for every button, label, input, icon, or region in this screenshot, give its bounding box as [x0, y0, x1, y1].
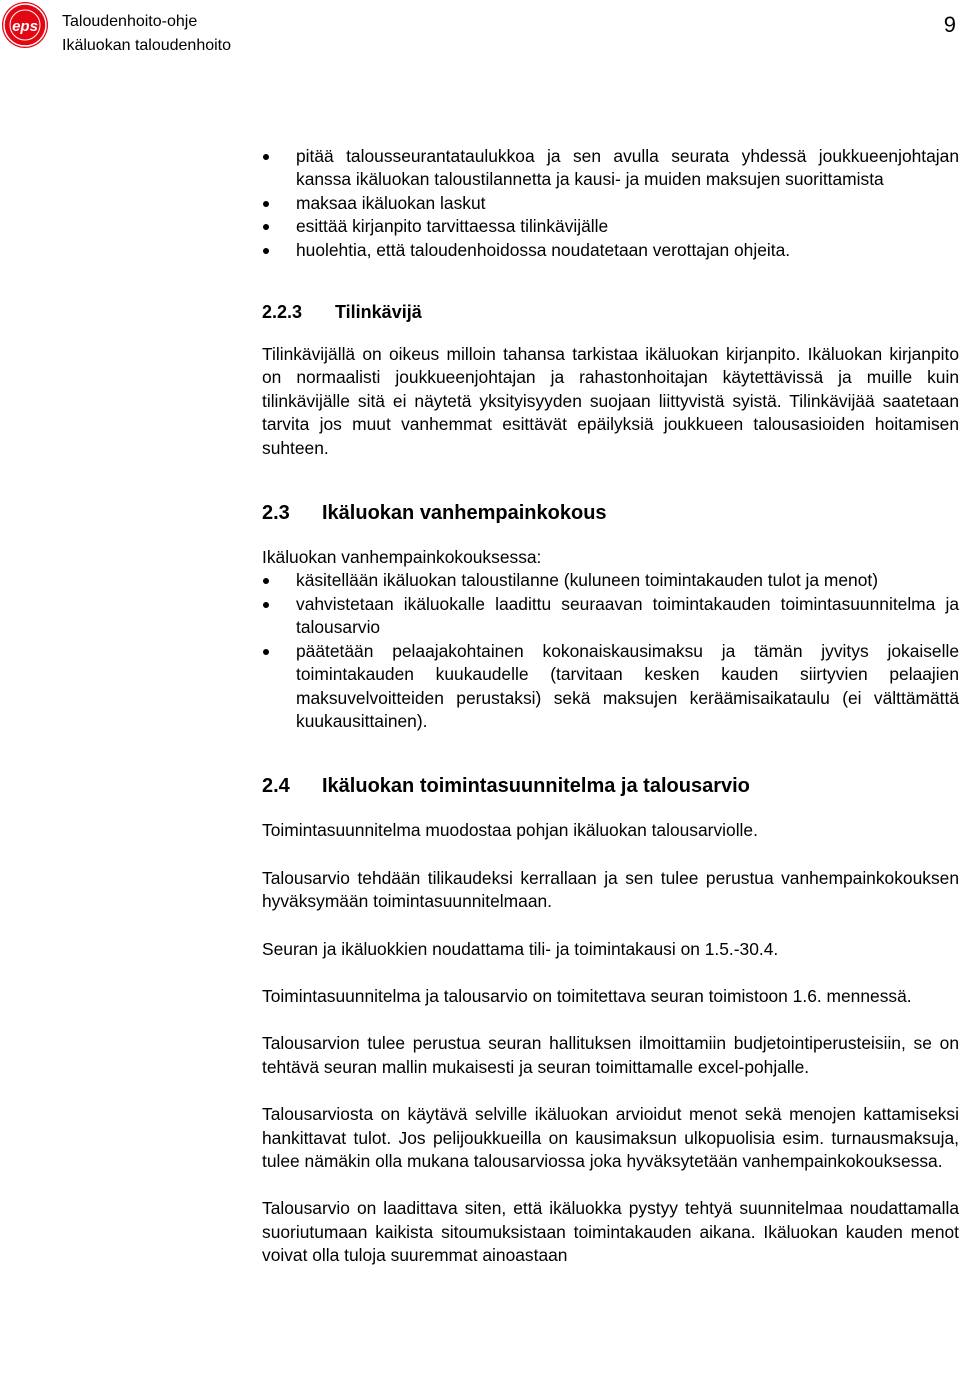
section-number: 2.4 [262, 775, 290, 798]
page-body [262, 145, 959, 1268]
document-title: Taloudenhoito-ohje [62, 13, 198, 30]
paragraph: Toimintasuunnitelma muodostaa pohjan ikäluokan talousarviolle. [262, 820, 758, 841]
intro-bullet-list [262, 145, 959, 262]
section-title: Ikäluokan toimintasuunnitelma ja talousarvio [322, 775, 750, 798]
section-number: 2.3 [262, 502, 290, 525]
paragraph: Talousarvio tehdään tilikaudeksi kerrallaan ja sen tulee perustua vanhempainkokouksen hyväksymään toimintasuunnitelmaan. [262, 867, 959, 912]
paragraph: Talousarvion tulee perustua seuran hallituksen ilmoittamiin budjetointiperusteisiin, se on tehtävä seuran mallin mukaisesti ja seuran toimittamalle excel-pohjalle. [262, 1033, 959, 1077]
section-heading-2-3 [262, 500, 959, 526]
section-heading-2-4 [262, 773, 959, 799]
meeting-bullet-list [262, 569, 959, 733]
list-item: huolehtia, että taloudenhoidossa noudatetaan verottajan ohjeita. [262, 239, 959, 262]
club-logo [0, 0, 50, 50]
list-item: pitää talousseurantataulukkoa ja sen avulla seurata yhdessä joukkueenjohtajan kanssa ikäluokan taloustilannetta ja kausi- ja muiden maksujen suorittamista [262, 145, 959, 192]
section-title: Tilinkävijä [335, 302, 422, 323]
paragraph: Toimintasuunnitelma ja talousarvio on toimitettava seuran toimistoon 1.6. mennessä. [262, 985, 912, 1006]
list-item: käsitellään ikäluokan taloustilanne (kuluneen toimintakauden tulot ja menot) [262, 569, 959, 592]
paragraph: Talousarviosta on käytävä selville ikäluokan arvioidut menot sekä menojen kattamiseksi hankittavat tulot. Jos pelijoukkueilla on kausimaksun ulkopuolisia esim. turnausmaksuja, tulee nämäkin olla mukana talousarviossa joka hyväksytetään vanhempainkokouksessa. [262, 1104, 959, 1171]
list-item: vahvistetaan ikäluokalle laadittu seuraavan toimintakauden toimintasuunnitelma ja talousarvio [262, 593, 959, 640]
paragraph: Ikäluokan vanhempainkokouksessa: [262, 547, 542, 568]
running-section-title: Ikäluokan taloudenhoito [62, 37, 232, 54]
list-item: päätetään pelaajakohtainen kokonaiskausimaksu ja tämän jyvitys jokaiselle toimintakauden kuukaudelle (tarvitaan kesken kauden siirtyvien pelaajien maksuvelvoitteiden perustaksi) sekä maksujen keräämisaikataulu (ei välttämättä kuukausittainen). [262, 640, 959, 734]
section-heading-2-2-3 [262, 300, 959, 324]
page-number: 9 [943, 12, 956, 37]
svg-text:eps: eps [12, 18, 38, 35]
paragraph: Tilinkävijällä on oikeus milloin tahansa tarkistaa ikäluokan kirjanpito. Ikäluokan kirjanpito on normaalisti joukkueenjohtajan ja rahastonhoitajan käytettävissä ja muille kuin tilinkävijälle sitä ei näytetä yksityisyyden suojaan liittyvistä syistä. Tilinkävijää saatetaan tarvita jos muut vanhemmat esittävät epäilyksiä joukkueen talousasioiden hoitamisen suhteen. [262, 344, 959, 458]
list-item: esittää kirjanpito tarvittaessa tilinkävijälle [262, 215, 959, 238]
paragraph: Seuran ja ikäluokkien noudattama tili- ja toimintakausi on 1.5.-30.4. [262, 938, 779, 959]
section-number: 2.2.3 [262, 302, 303, 323]
section-title: Ikäluokan vanhempainkokous [322, 502, 607, 525]
paragraph: Talousarvio on laadittava siten, että ikäluokka pystyy tehtyä suunnitelmaa noudattamalla suoriutumaan kaikista sitoumuksistaan toimintakauden aikana. Ikäluokan kauden menot voivat olla tuloja suuremmat ainoastaan [262, 1198, 959, 1266]
list-item: maksaa ikäluokan laskut [262, 192, 959, 215]
